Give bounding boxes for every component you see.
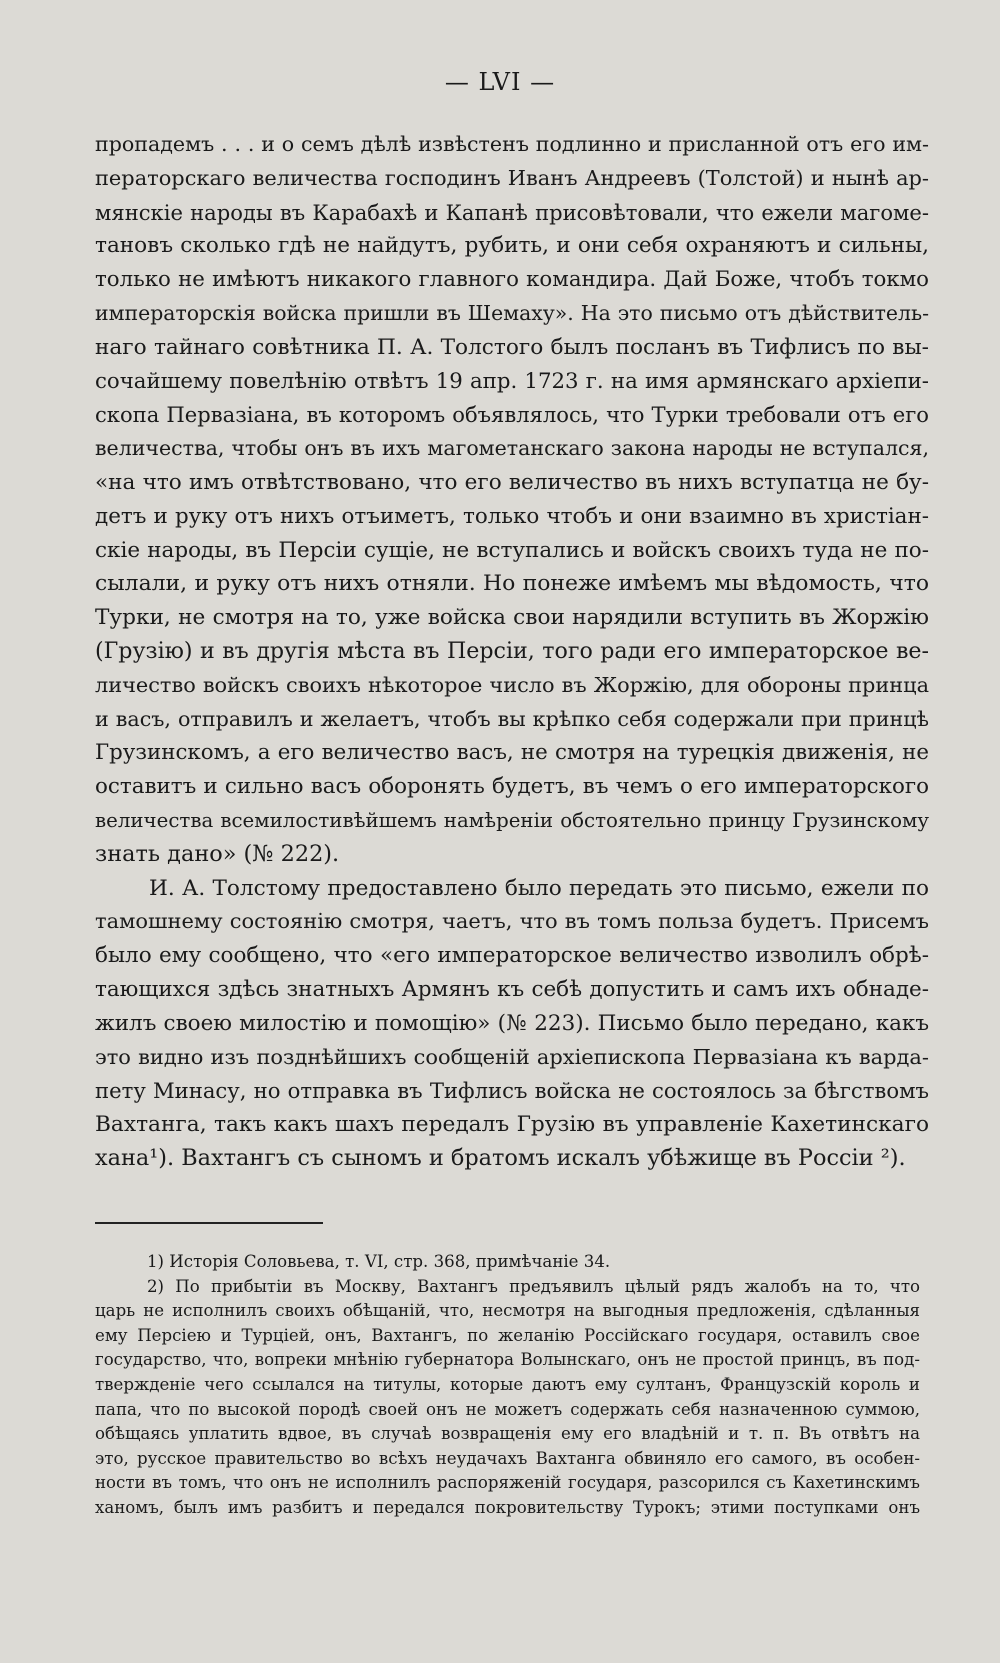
text-line: Грузинскомъ, а его величество васъ, не смотря на турецкія движенія, не <box>95 740 929 766</box>
footnote-line: обѣщаясь уплатить вдвое, въ случаѣ возвращенія ему его владѣній и т. п. Въ отвѣтъ на <box>95 1424 920 1444</box>
footnote-1: 1) Исторія Соловьева, т. VI, стр. 368, примѣчаніе 34. <box>147 1252 611 1271</box>
text-line: тамошнему состоянію смотря, чаетъ, что въ томъ польза будетъ. Присемъ <box>95 909 929 934</box>
footnote-line: государство, что, вопреки мнѣнію губернатора Волынскаго, онъ не простой принцъ, въ под- <box>95 1350 920 1370</box>
text-line: скопа Первазіана, въ которомъ объявлялось, что Турки требовали отъ его <box>95 402 929 428</box>
text-line: наго тайнаго совѣтника П. А. Толстого былъ посланъ въ Тифлисъ по вы- <box>95 334 929 360</box>
footnote-line: царь не исполнилъ своихъ обѣщаній, что, несмотря на выгодныя предложенія, сдѣланныя <box>95 1301 920 1321</box>
text-line: И. А. Толстому предоставлено было передать это письмо, ежели по <box>149 875 929 901</box>
text-line: и васъ, отправилъ и желаетъ, чтобъ вы крѣпко себя содержали при принцѣ <box>95 706 929 731</box>
text-line: тановъ сколько гдѣ не найдутъ, рубить, и они себя охраняютъ и сильны, <box>95 233 929 259</box>
text-line: личество войскъ своихъ нѣкоторое число въ Жоржію, для обороны принца <box>95 672 929 697</box>
text-line: оставитъ и сильно васъ оборонять будетъ, въ чемъ о его императорского <box>95 774 929 800</box>
text-line: мянскіе народы въ Карабахѣ и Капанѣ присовѣтовали, что ежели магоме- <box>95 199 929 225</box>
footnote-line: это, русское правительство во всѣхъ неудачахъ Вахтанга обвиняло его самого, въ особен- <box>95 1448 920 1468</box>
main-text <box>95 128 929 1176</box>
footnotes <box>95 1250 920 1521</box>
text-line: сылали, и руку отъ нихъ отняли. Но понеже имѣемъ мы вѣдомость, что <box>95 571 929 597</box>
text-line: ператорскаго величества господинъ Иванъ Андреевъ (Толстой) и нынѣ ар- <box>95 165 929 190</box>
text-line: сочайшему повелѣнію отвѣтъ 19 апр. 1723 г. на имя армянскаго архіепи- <box>95 368 929 394</box>
text-line: жилъ своею милостію и помощію» (№ 223). Письмо было передано, какъ <box>95 1010 929 1036</box>
text-line: было ему сообщено, что «его императорское величество изволилъ обрѣ- <box>95 943 929 969</box>
footnote-line: ханомъ, былъ имъ разбитъ и передался покровительству Турокъ; этими поступками онъ <box>95 1497 920 1517</box>
text-line: хана¹). Вахтангъ съ сыномъ и братомъ искалъ убѣжище въ Россіи ²). <box>95 1144 906 1171</box>
text-line: только не имѣютъ никакого главного командира. Дай Боже, чтобъ токмо <box>95 267 929 293</box>
footnote-line: ности въ томъ, что онъ не исполнилъ распоряженій государя, разсорился съ Кахетинскимъ <box>95 1473 920 1493</box>
text-line: Вахтанга, такъ какъ шахъ передалъ Грузію въ управленіе Кахетинскаго <box>95 1112 929 1138</box>
text-line: это видно изъ позднѣйшихъ сообщеній архіепископа Первазіана къ варда- <box>95 1044 929 1069</box>
text-line: «на что имъ отвѣтствовано, что его величество въ нихъ вступатца не бу- <box>95 469 929 495</box>
text-line: Турки, не смотря на то, уже войска свои нарядили вступить въ Жоржію <box>95 605 929 631</box>
text-line: скіе народы, въ Персіи сущіе, не вступались и войскъ своихъ туда не по- <box>95 537 929 563</box>
footnote-line: ему Персіею и Турціей, онъ, Вахтангъ, по желанію Россійскаго государя, оставилъ свое <box>95 1325 920 1345</box>
footnote-line: папа, что по высокой породѣ своей онъ не можетъ содержать себя назначенною суммою, <box>95 1399 920 1419</box>
footnote-divider <box>95 1222 323 1224</box>
text-line: детъ и руку отъ нихъ отъиметъ, только чтобъ и они взаимно въ христіан- <box>95 503 929 529</box>
text-line: знать дано» (№ 222). <box>95 840 340 867</box>
text-line: тающихся здѣсь знатныхъ Армянъ къ себѣ допустить и самъ ихъ обнаде- <box>95 976 929 1002</box>
text-line: (Грузію) и въ другія мѣста въ Персіи, того ради его императорское ве- <box>95 637 929 664</box>
text-line: императорскія войска пришли въ Шемаху». На это письмо отъ дѣйствитель- <box>95 300 929 325</box>
text-line: пропадемъ . . . и о семъ дѣлѣ извѣстенъ подлинно и присланной отъ его им- <box>95 132 929 156</box>
text-line: величества, чтобы онъ въ ихъ магометанскаго закона народы не вступался, <box>95 436 929 461</box>
footnote-2: 2) По прибытіи въ Москву, Вахтангъ предъявилъ цѣлый рядъ жалобъ на то, что <box>147 1276 920 1296</box>
text-line: пету Минасу, но отправка въ Тифлисъ войска не состоялось за бѣгствомъ <box>95 1078 929 1104</box>
text-line: величества всемилостивѣйшемъ намѣреніи обстоятельно принцу Грузинскому <box>95 808 929 832</box>
page-number: — LVI — <box>444 68 556 96</box>
footnote-line: твержденіе чего ссылался на титулы, которые даютъ ему султанъ, Французскій король и <box>95 1374 920 1394</box>
